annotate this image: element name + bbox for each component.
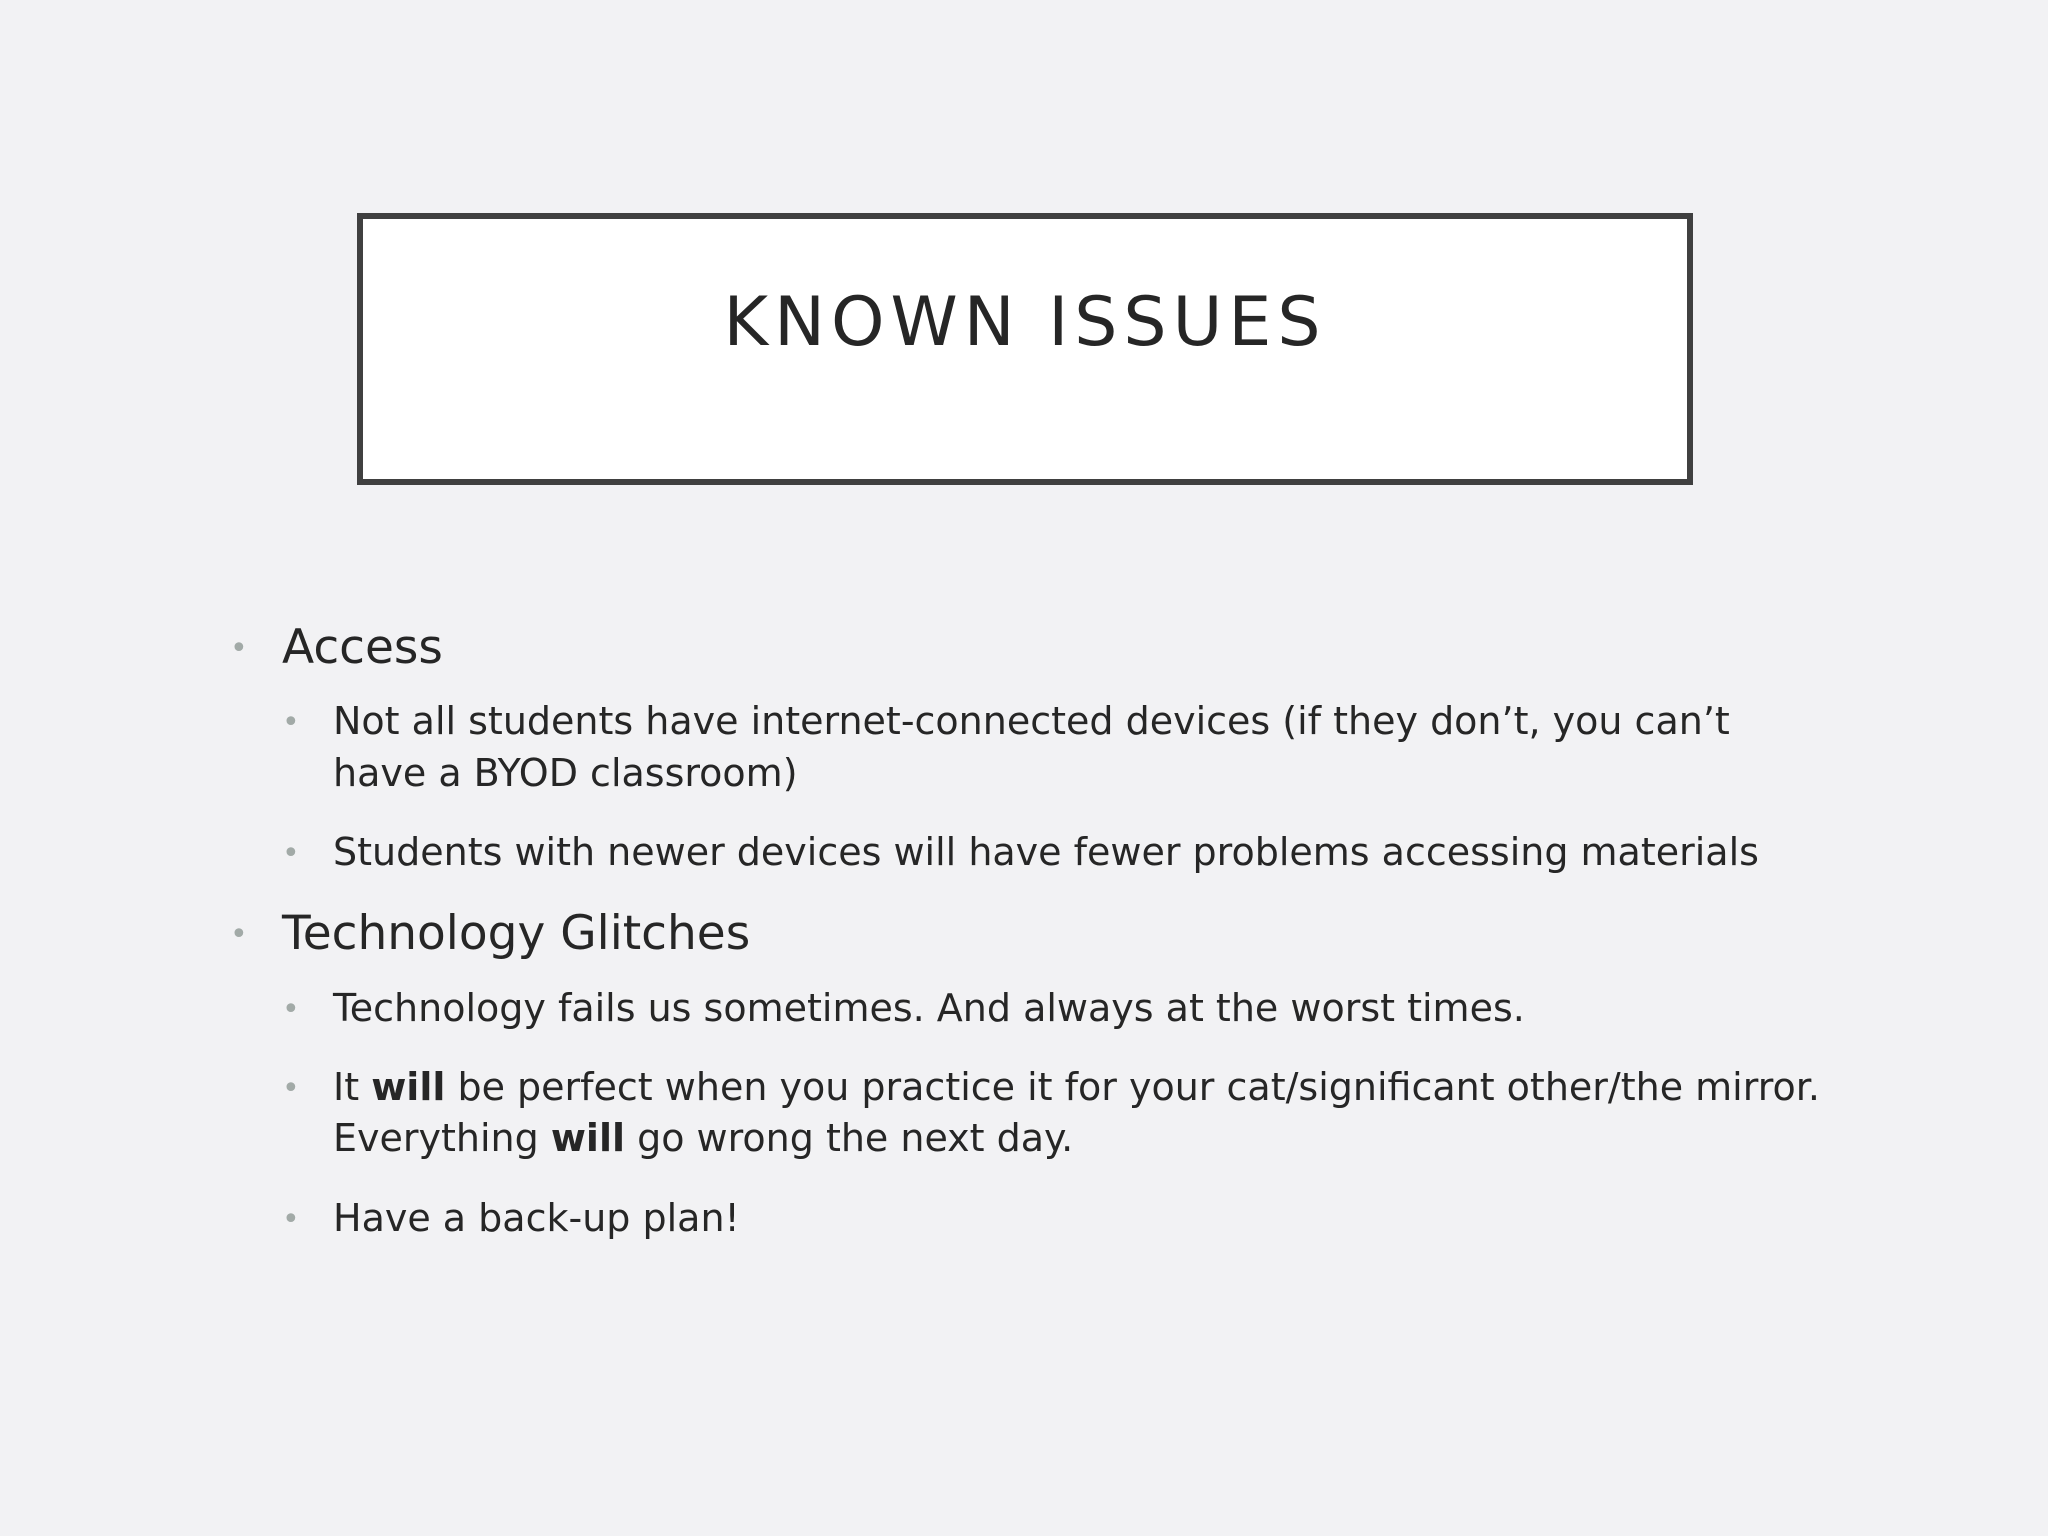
sub-bullet bbox=[228, 827, 1828, 878]
text-run: be perfect when you practice it for your cat/significant other/the mirror. Everything bbox=[333, 1064, 1820, 1161]
sub-bullet-text: Not all students have internet-connected devices (if they don’t, you can’t have a BYOD classroom) bbox=[333, 699, 1730, 795]
bullet-technology-glitches bbox=[228, 906, 1828, 962]
emphasis-text: will bbox=[550, 1116, 626, 1161]
bullet-dot-icon: • bbox=[230, 917, 248, 953]
bullet-dot-icon: • bbox=[230, 631, 248, 666]
bullet-access bbox=[228, 620, 1828, 676]
sub-bullet-text: Technology fails us sometimes. And always at the worst times. bbox=[333, 985, 1525, 1030]
text-run: It bbox=[333, 1064, 372, 1109]
slide-title: KNOWN ISSUES bbox=[723, 283, 1327, 362]
sub-bullet-text: Students with newer devices will have fewer problems accessing materials bbox=[333, 829, 1759, 874]
sub-bullet-text bbox=[333, 1065, 1820, 1160]
bullet-dot-icon: • bbox=[282, 1070, 300, 1106]
sub-bullet-text: Have a back-up plan! bbox=[333, 1195, 740, 1240]
bullet-heading: Access bbox=[282, 620, 443, 675]
bullet-dot-icon: • bbox=[282, 991, 300, 1027]
emphasis-text: will bbox=[371, 1064, 446, 1109]
text-run: go wrong the next day. bbox=[625, 1116, 1074, 1161]
sub-bullet bbox=[228, 1062, 1828, 1165]
bullet-dot-icon: • bbox=[282, 835, 300, 871]
sub-bullet bbox=[228, 1193, 1828, 1244]
title-box bbox=[357, 213, 1693, 485]
sub-bullet bbox=[228, 983, 1828, 1034]
bullet-heading: Technology Glitches bbox=[282, 906, 751, 962]
slide-content bbox=[228, 620, 1828, 1272]
sub-bullet bbox=[228, 696, 1828, 799]
bullet-dot-icon: • bbox=[282, 705, 300, 741]
bullet-dot-icon: • bbox=[282, 1201, 300, 1237]
